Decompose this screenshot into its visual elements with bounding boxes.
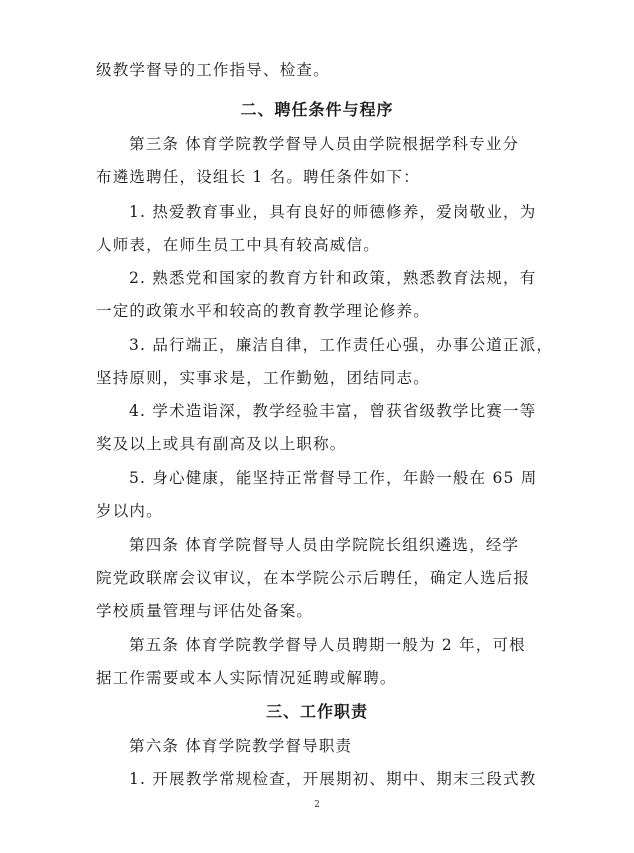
body-line: 人师表，在师生员工中具有较高威信。 [96, 236, 380, 254]
body-line: 岁以内。 [96, 502, 163, 520]
body-line: 学校质量管理与评估处备案。 [96, 602, 314, 620]
body-line: 坚持原则，实事求是，工作勤勉，团结同志。 [96, 369, 431, 387]
body-line: 第五条 体育学院教学督导人员聘期一般为 2 年，可根 [129, 636, 526, 654]
section-heading-2: 二、聘任条件与程序 [240, 100, 394, 119]
list-item-5: 5. 身心健康，能坚持正常督导工作，年龄一般在 65 周 [129, 469, 538, 487]
section-heading-3: 三、工作职责 [265, 702, 368, 721]
page-number: 2 [314, 800, 320, 810]
list-item-3: 3. 品行端正，廉洁自律，工作责任心强，办事公道正派， [129, 336, 554, 354]
body-line: 院党政联席会议审议，在本学院公示后聘任，确定人选后报 [96, 569, 531, 587]
body-line: 第六条 体育学院教学督导职责 [129, 737, 353, 755]
list-item-4: 4. 学术造诣深，教学经验丰富，曾获省级教学比赛一等 [129, 402, 537, 420]
body-line: 奖及以上或具有副高及以上职称。 [96, 435, 347, 453]
body-line: 一定的政策水平和较高的教育教学理论修养。 [96, 302, 431, 320]
list-item-2: 2. 熟悉党和国家的教育方针和政策，熟悉教育法规，有 [129, 269, 537, 287]
body-line: 第四条 体育学院督导人员由学院院长组织遴选，经学 [129, 536, 520, 554]
list-item-1: 1. 开展教学常规检查，开展期初、期中、期末三段式教 [129, 770, 537, 788]
body-line: 据工作需要或本人实际情况延聘或解聘。 [96, 669, 397, 687]
body-line: 布遴选聘任，设组长 1 名。聘任条件如下： [96, 168, 420, 186]
body-line: 级教学督导的工作指导、检查。 [96, 61, 330, 79]
body-line: 第三条 体育学院教学督导人员由学院根据学科专业分 [129, 135, 520, 153]
list-item-1: 1. 热爱教育事业，具有良好的师德修养，爱岗敬业，为 [129, 203, 537, 221]
